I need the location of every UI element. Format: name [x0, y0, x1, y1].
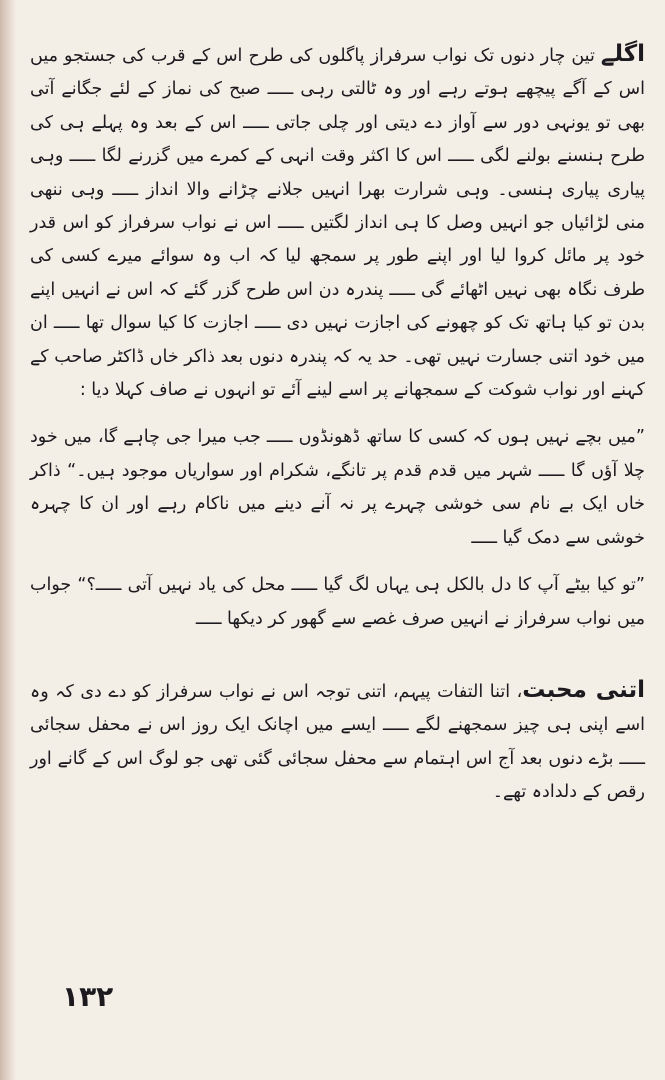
page-number: ١٣٢ — [62, 980, 114, 1013]
paragraph-4 — [30, 674, 645, 810]
section-gap — [30, 636, 645, 674]
paragraph-body: ”تو کیا بیٹے آپ کا دل بالکل ہی یہاں لگ گیا ـــــ محل کی یاد نہیں آتی ـــــ؟“ جواب میں نواب سرفراز نے انہیں صرف غصے سے گھور کر دیکھا ـــــ — [30, 575, 645, 629]
page-binding-shadow — [0, 0, 16, 1080]
page-text — [30, 38, 645, 810]
paragraph-lead-word: اگلے — [600, 41, 645, 67]
paragraph-gap — [30, 407, 645, 421]
book-page — [30, 38, 645, 1040]
paragraph-2 — [30, 421, 645, 555]
paragraph-3 — [30, 569, 645, 636]
paragraph-1 — [30, 38, 645, 407]
paragraph-lead-word: اتنی محبت — [522, 676, 645, 703]
paragraph-gap — [30, 555, 645, 569]
paragraph-body: تین چار دنوں تک نواب سرفراز پاگلوں کی طرح اس کے قرب کی جستجو میں اس کے آگے پیچھے ہوتے رہے اور وہ ٹالتی رہی ـــــ صبح کی نماز کے لئے جگانے آتی بھی تو یونہی دور سے آواز دے دیتی اور چلی جاتی ـــــ اس کے بعد وہ پہلے ہی کی طرح ہنسنے بولنے لگی ـــــ اس کا اکثر وقت انہی کے کمرے میں گزرنے لگا ـــــ وہی پیاری پیاری ہنسی۔ وہی شرارت بھرا انہیں جلانے چڑانے والا انداز ـــــ وہی ننھی منی لڑائیاں جو انہیں وصل کا ہی انداز لگتیں ـــــ اس نے نواب سرفراز کو اس قدر خود پر مائل کروا لیا اور اپنے طور پر سمجھ لیا کہ اب وہ سوائے میرے کسی کی طرف نگاہ بھی نہیں اٹھائے گی ـــــ پندرہ دن اس طرح گزر گئے کہ اس نے انہیں اپنے بدن تو کیا ہاتھ تک کو چھونے کی اجازت نہیں دی ـــــ اجازت کا کیا سوال تھا ـــــ ان میں خود اتنی جسارت نہیں تھی۔ حد یہ کہ پندرہ دنوں بعد ذاکر خاں ڈاکٹر صاحب کے کہنے اور نواب شوکت کے سمجھانے پر اسے لینے آئے تو انہوں نے صاف کہلا دیا : — [30, 46, 645, 401]
paragraph-body: ، اتنا التفات پیہم، اتنی توجہ اس نے نواب سرفراز کو دے دی کہ وہ اسے اپنی ہی چیز سمجھنے لگے ـــــ ایسے میں اچانک ایک روز اس نے محفل سجائی ـــــ بڑے دنوں بعد آج اس اہتمام سے محفل سجائی گئی تھی جو لوگ اس کے گانے اور رقص کے دلدادہ تھے۔ — [30, 681, 645, 803]
paragraph-body: ”میں بچے نہیں ہوں کہ کسی کا ساتھ ڈھونڈوں ـــــ جب میرا جی چاہے گا، میں خود چلا آؤں گا ـــــ شہر میں قدم قدم پر تانگے، شکرام اور سواریاں موجود ہیں۔“ ذاکر خاں ایک بے نام سی خوشی چہرے پر نہ آنے دینے میں ناکام رہے اور ان کا چہرہ خوشی سے دمک گیا ـــــ — [30, 427, 645, 548]
